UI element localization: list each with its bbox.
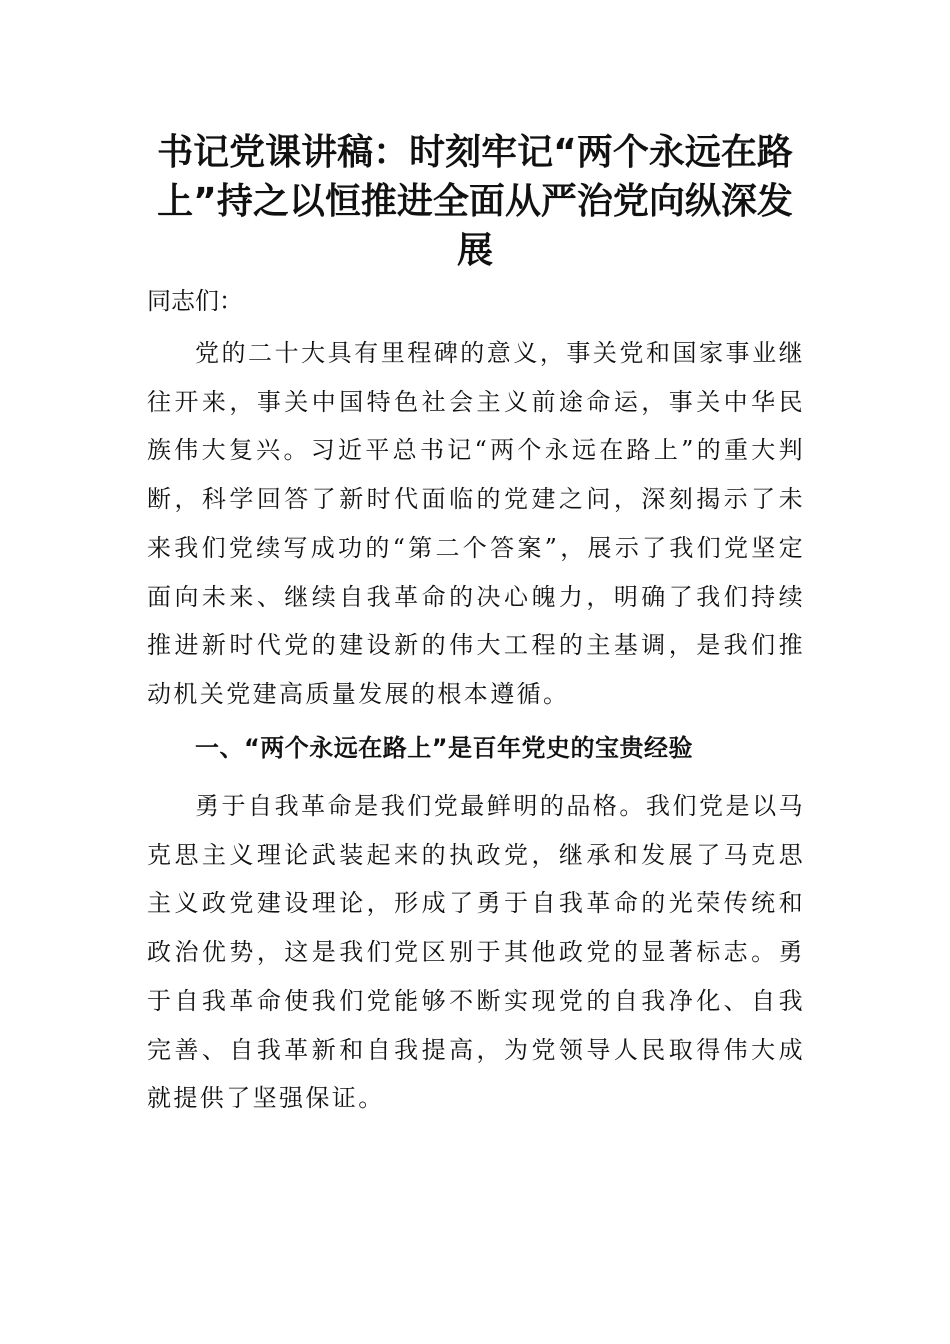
salutation: 同志们： xyxy=(147,287,243,315)
document-title: 书记党课讲稿：时刻牢记“两个永远在路上”持之以恒推进全面从严治党向纵深发展 xyxy=(157,132,793,271)
section-paragraph: 勇于自我革命是我们党最鲜明的品格。我们党是以马克思主义理论武装起来的执政党，继承和发展了马克思主义政党建设理论，形成了勇于自我革命的光荣传统和政治优势，这是我们党区别于其他政党的显著标志。勇于自我革命使我们党能够不断实现党的自我净化、自我完善、自我革新和自我提高，为党领导人民取得伟大成就提供了坚强保证。 xyxy=(147,792,805,1113)
section-heading: 一、“两个永远在路上”是百年党史的宝贵经验 xyxy=(195,734,694,762)
intro-paragraph: 党的二十大具有里程碑的意义，事关党和国家事业继往开来，事关中国特色社会主义前途命运，事关中华民族伟大复兴。习近平总书记“两个永远在路上”的重大判断，科学回答了新时代面临的党建之问，深刻揭示了未来我们党续写成功的“第二个答案”，展示了我们党坚定面向未来、继续自我革命的决心魄力，明确了我们持续推进新时代党的建设新的伟大工程的主基调，是我们推动机关党建高质量发展的根本遵循。 xyxy=(147,339,805,708)
